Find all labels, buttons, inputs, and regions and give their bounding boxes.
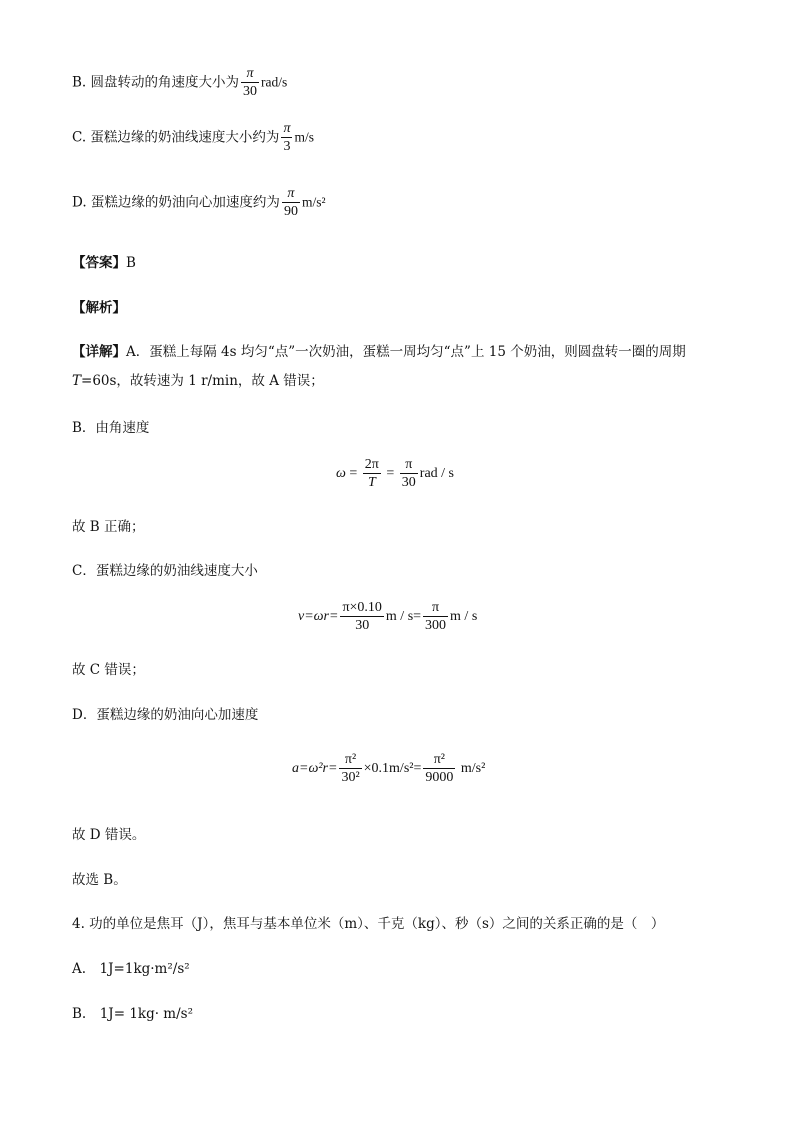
option-c-denominator: 3 (281, 137, 292, 155)
formula-b-fraction2 (400, 457, 418, 491)
formula-d-f2-num: π² (433, 752, 445, 767)
formula-b-f2-num: π (405, 457, 413, 472)
detail-a-text2: =60s，故转速为 1 r/min，故 A 错误； (81, 373, 324, 389)
answer-line (72, 254, 136, 272)
option-c-numerator: π (283, 121, 291, 136)
formula-d-f2-den: 9000 (425, 770, 454, 785)
option-d-numerator: π (287, 186, 295, 201)
formula-c-lhs: v=ωr= (298, 609, 339, 625)
detail-final: 故选 B。 (72, 872, 127, 888)
formula-c-f1-den: 30 (340, 616, 383, 634)
option-d-unit: m/s² (301, 194, 326, 210)
formula-b-fraction1 (363, 457, 381, 491)
option-d (72, 186, 326, 220)
detail-d-conclusion: 故 D 错误。 (72, 827, 146, 843)
option-b-denominator: 30 (243, 84, 258, 99)
question4-stem: 4. 功的单位是焦耳（J），焦耳与基本单位米（m）、千克（kg）、秒（s）之间的关系正确的是（ ） (72, 916, 665, 932)
detail-a-line1 (72, 343, 686, 361)
formula-c-unit: m / s (450, 609, 478, 625)
formula-d (292, 752, 485, 786)
answer-label: 【答案】 (72, 255, 126, 271)
formula-c-f1-num: π×0.10 (342, 600, 382, 615)
detail-b-intro: B．由角速度 (72, 420, 150, 436)
formula-c-fraction2 (423, 600, 448, 634)
option-b-fraction (241, 66, 259, 100)
option-d-denominator: 90 (283, 204, 298, 219)
formula-b-f2-den: 30 (401, 475, 416, 490)
analysis-line (72, 299, 126, 317)
option-b-unit: rad/s (261, 74, 288, 90)
option-c-unit: m/s (294, 129, 314, 145)
formula-b-eq1: = (345, 466, 361, 482)
formula-d-f1-num: π² (344, 752, 357, 767)
detail-a-text1: A．蛋糕上每隔 4s 均匀“点”一次奶油，蛋糕一周均匀“点”上 15 个奶油，则圆盘转一圈的周期 (126, 344, 686, 360)
formula-c-f2-den: 300 (425, 618, 447, 633)
formula-b-eq2: = (382, 466, 398, 482)
formula-d-fraction1 (339, 752, 361, 786)
formula-b-f1-den: T (363, 473, 381, 491)
formula-d-mid: ×0.1m/s²= (363, 761, 422, 777)
option-c-fraction (281, 121, 292, 155)
formula-b-lhs: ω (336, 466, 346, 482)
option-b (72, 66, 287, 100)
detail-d-intro: D．蛋糕边缘的奶油向心加速度 (72, 707, 259, 723)
formula-c-fraction1 (340, 600, 383, 634)
formula-d-fraction2 (423, 752, 455, 786)
option-b-text: B. 圆盘转动的角速度大小为 (72, 74, 240, 91)
analysis-label: 【解析】 (72, 300, 126, 316)
answer-value: B (126, 255, 136, 271)
formula-b-unit: rad / s (419, 466, 454, 482)
question4-option-a: A. 1J=1kg·m²/s² (72, 961, 190, 977)
option-d-fraction (282, 186, 300, 220)
formula-b (336, 457, 454, 491)
option-c-text: C. 蛋糕边缘的奶油线速度大小约为 (72, 129, 280, 146)
detail-a-line2 (72, 372, 324, 390)
formula-c (298, 600, 477, 634)
detail-c-intro: C．蛋糕边缘的奶油线速度大小 (72, 563, 258, 579)
detail-a-period-symbol: T (72, 373, 82, 389)
option-b-numerator: π (246, 66, 254, 81)
formula-c-mid: m / s= (385, 609, 422, 625)
detail-b-conclusion: 故 B 正确； (72, 519, 145, 535)
question4-option-b: B. 1J= 1kg· m/s² (72, 1006, 193, 1022)
formula-d-lhs: a=ω²r= (292, 761, 338, 777)
option-d-text: D. 蛋糕边缘的奶油向心加速度约为 (72, 194, 280, 211)
formula-c-f2-num: π (432, 600, 440, 615)
formula-b-f1-num: 2π (364, 457, 379, 472)
formula-d-f1-den: 30² (341, 770, 360, 785)
detail-label: 【详解】 (72, 344, 126, 360)
option-c (72, 121, 314, 155)
detail-c-conclusion: 故 C 错误； (72, 662, 145, 678)
formula-d-unit: m/s² (457, 761, 486, 777)
